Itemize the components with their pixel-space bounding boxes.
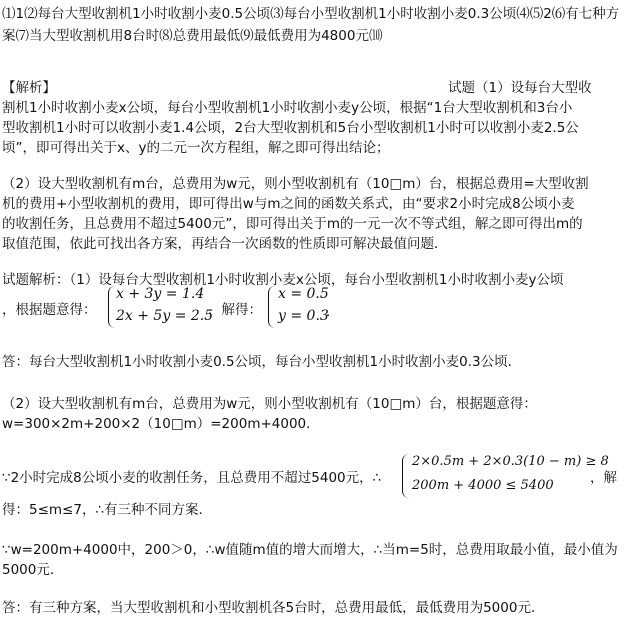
solution-p3-line-2: 5000元． [2,562,64,578]
solution-p2-line-3-end: ，解 [590,470,617,486]
solution-p2-line-2: w=300×2m+200×2（10□m）=200m+4000． [2,416,320,432]
sys3-ineq-1: 2×0.5m + 2×0.3(10 − m) ≥ 8 [412,454,609,469]
analysis-p1-line-2: 割机1小时收割小麦x公顷，每台小型收割机1小时收割小麦y公顷，根据“1台大型收割机和3台小 [2,100,573,116]
solution-p2-line-1: （2）设大型收割机有m台，总费用为w元，则小型收割机有（10□m）台，根据题意得： [2,396,537,412]
answer-part-2: 答：有三种方案，当大型收割机和小型收割机各5台时，总费用最低，最低费用为5000元． [2,600,545,616]
solution-line-1: 试题解析：（1）设每台大型收割机1小时收割小麦x公顷，每台小型收割机1小时收割小麦y公顷 [2,272,564,288]
sys1-eq-1: x + 3y = 1.4 [116,286,205,302]
solution-p2-line-4: 得：5≤m≤7，∴有三种不同方案． [2,502,213,518]
sys2-eq-2: y = 0.3 [278,308,329,324]
inequality-system [402,452,609,500]
sys2-eq-1: x = 0.5 [278,286,329,302]
solution-line-2-prefix: ，根据题意得： [2,302,97,318]
analysis-p1-line-4: 顷”，即可得出关于x、y的二元一次方程组，解之即可得出结论； [2,140,390,156]
solution-p3-line-1: ∵w=200m+4000中，200＞0，∴w值随m值的增大而增大，∴当m=5时，总费用取最小值，最小值为 [2,542,618,558]
solution-line-2-end: ． [326,304,340,320]
analysis-label: 【解析】 [2,80,56,96]
answer-line-1: ⑴1⑵每台大型收割机1小时收割小麦0.5公顷⑶每台小型收割机1小时收割小麦0.3公顷⑷⑸2⑹有七种方 [2,6,620,22]
solution-p2-line-3-prefix: ∵2小时完成8公顷小麦的收割任务，且总费用不超过5400元，∴ [2,470,382,486]
analysis-p2-line-4: 取值范围，依此可找出各方案，再结合一次函数的性质即可解决最值问题． [2,236,448,252]
sys1-eq-2: 2x + 5y = 2.5 [116,308,214,324]
sys3-ineq-2: 200m + 4000 ≤ 5400 [412,478,554,493]
solution-line-2-mid: ，解得： [208,302,262,318]
brace-1 [108,286,115,328]
brace-2 [268,286,275,328]
analysis-p2-line-3: 的收割任务，且总费用不超过5400元”，即可得出关于m的一元一次不等式组，解之即可得出m的 [2,216,583,232]
analysis-p2-line-2: 机的费用+小型收割机的费用，即可得出w与m之间的函数关系式，由“要求2小时完成8公顷小麦 [2,196,575,212]
answer-line-2: 案⑺当大型收割机用8台时⑻总费用最低⑼最低费用为4800元⑽ [2,28,383,44]
equation-system-2 [268,284,328,330]
answer-part-1: 答：每台大型收割机1小时收割小麦0.5公顷，每台小型收割机1小时收割小麦0.3公顷． [2,354,522,370]
analysis-p2-line-1: （2）设大型收割机有m台，总费用为w元，则小型收割机有（10□m）台，根据总费用=大型收割 [2,176,589,192]
analysis-p1-line-3: 型收割机1小时可以收割小麦1.4公顷，2台大型收割机和5台小型收割机1小时可以收割小麦2.5公 [2,120,579,136]
brace-3 [402,454,409,498]
analysis-p1-head: 试题（1）设每台大型收 [448,80,592,96]
